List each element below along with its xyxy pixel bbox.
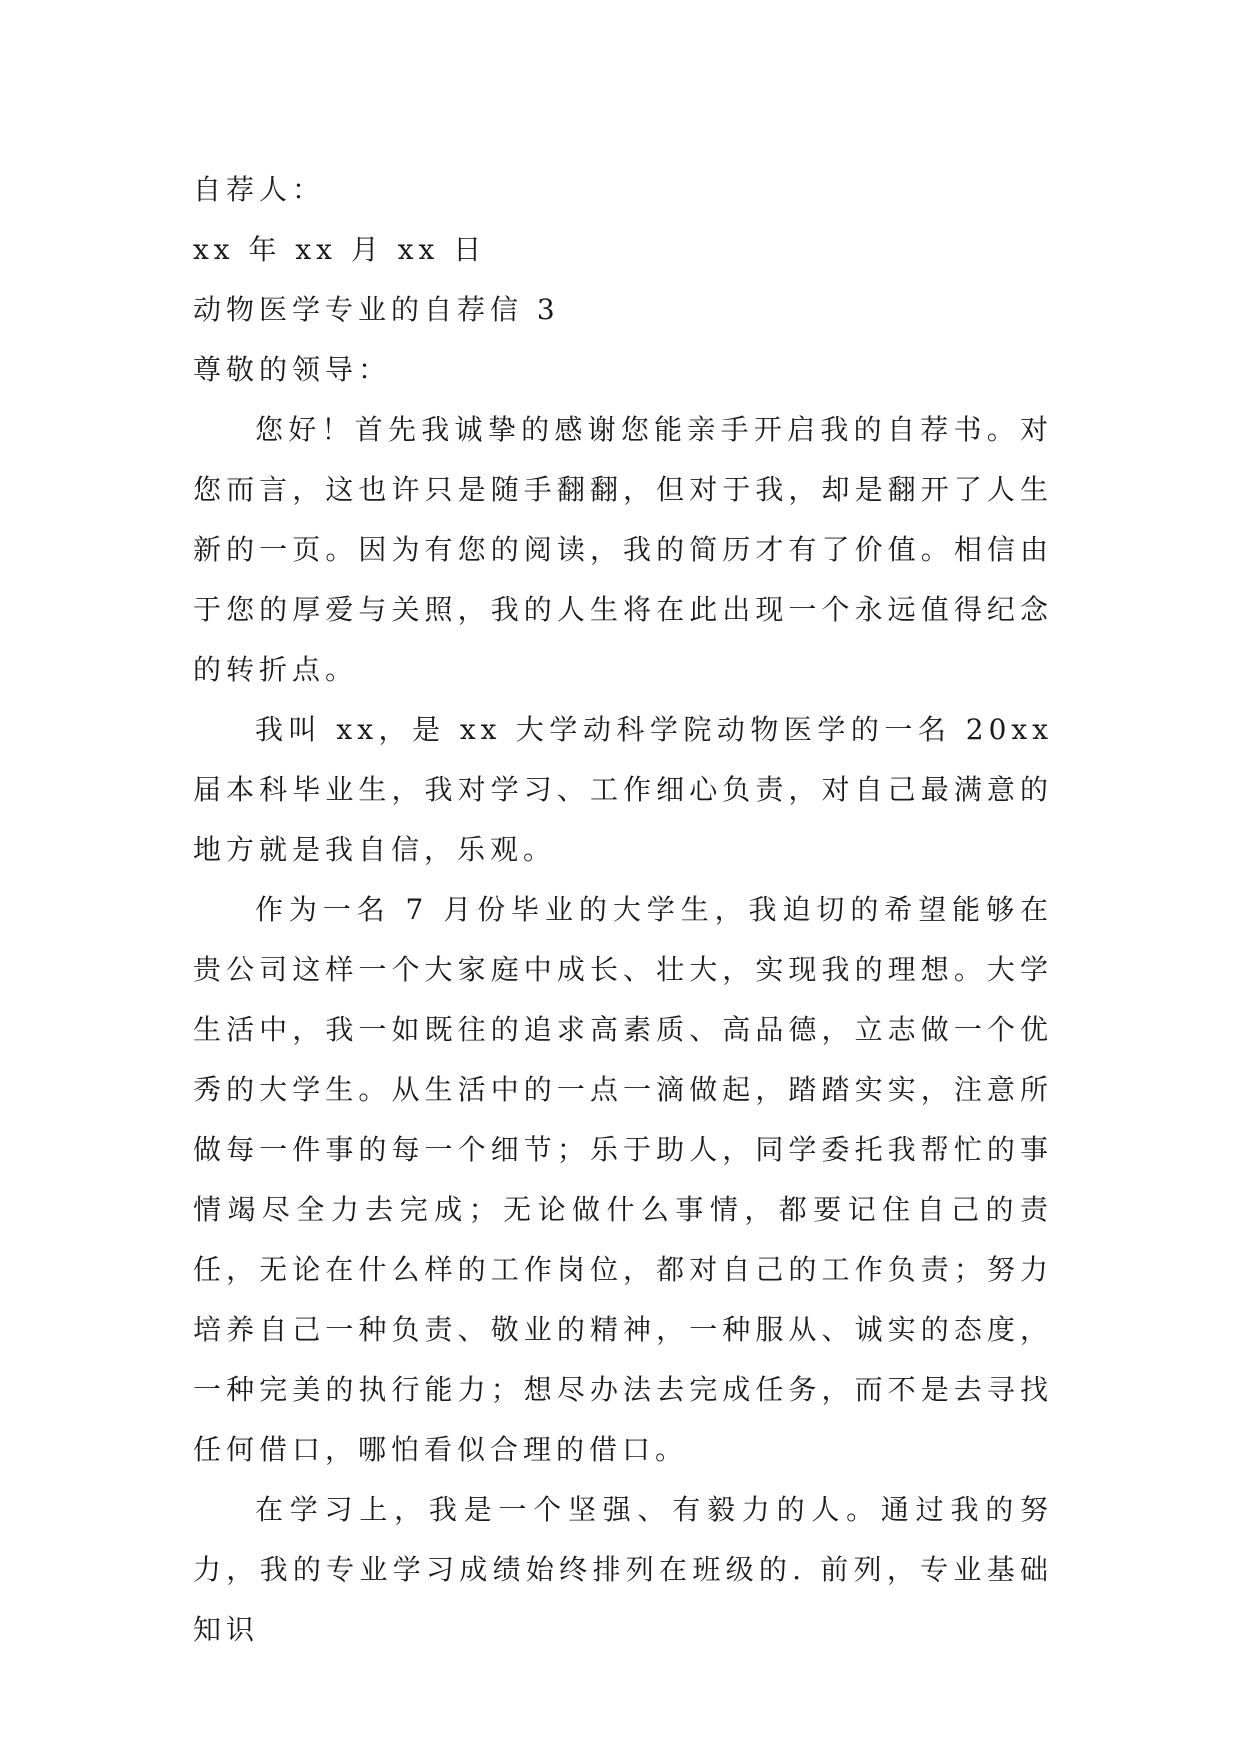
- paragraph-introduction: 我叫 xx，是 xx 大学动科学院动物医学的一名 20xx 届本科毕业生，我对学习、工作细心负责，对自己最满意的地方就是我自信，乐观。: [193, 713, 1053, 866]
- salutation: 尊敬的领导：: [193, 353, 392, 386]
- paragraph-greeting: 您好！首先我诚挚的感谢您能亲手开启我的自荐书。对您而言，这也许只是随手翻翻，但对于我，却是翻开了人生新的一页。因为有您的阅读，我的简历才有了价值。相信由于您的厚爱与关照，我的人生将在此出现一个永远值得纪念的转折点。: [193, 413, 1053, 686]
- signer-label: 自荐人：: [193, 173, 326, 206]
- paragraph-study: 在学习上，我是一个坚强、有毅力的人。通过我的努力，我的专业学习成绩始终排列在班级的. 前列，专业基础知识: [193, 1493, 1053, 1646]
- letter-title: 动物医学专业的自荐信 3: [193, 293, 560, 326]
- paragraph-aspiration: 作为一名 7 月份毕业的大学生，我迫切的希望能够在贵公司这样一个大家庭中成长、壮大，实现我的理想。大学生活中，我一如既往的追求高素质、高品德，立志做一个优秀的大学生。从生活中的一点一滴做起，踏踏实实，注意所做每一件事的每一个细节；乐于助人，同学委托我帮忙的事情竭尽全力去完成；无论做什么事情，都要记住自己的责任，无论在什么样的工作岗位，都对自己的工作负责；努力培养自己一种负责、敬业的精神，一种服从、诚实的态度，一种完美的执行能力；想尽办法去完成任务，而不是去寻找任何借口，哪怕看似合理的借口。: [193, 893, 1053, 1466]
- document-body: [193, 160, 1053, 1660]
- date-line: xx 年 xx 月 xx 日: [193, 233, 487, 266]
